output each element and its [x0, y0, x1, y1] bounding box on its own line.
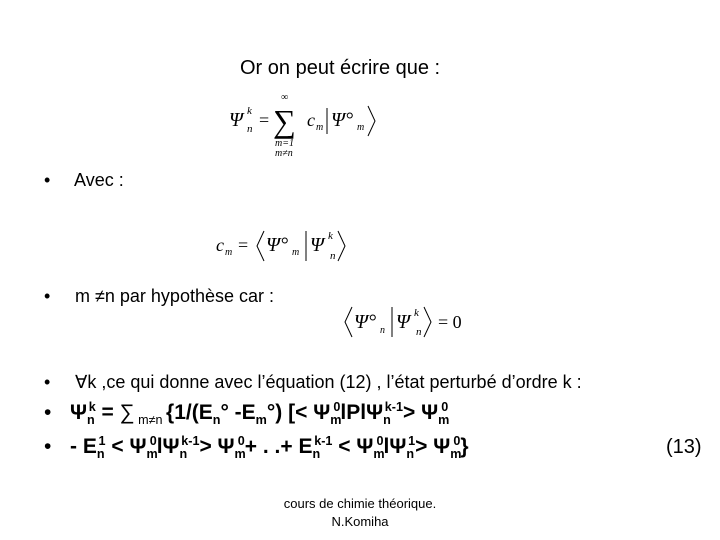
footer-course: cours de chimie théorique.	[283, 496, 437, 511]
footer-author: N.Komiha	[331, 514, 389, 529]
slide-footer	[250, 495, 470, 531]
formula-line-2: • - $E_n^1 < \Psi_m^0l\Psi_n^{k-1}> \Psi_m^0+$ . .+ $E_n^{k-1} < \Psi_m^0l\Psi_n^1> \Psi_m^0$}	[44, 434, 469, 462]
bullet-avec-text: Avec :	[74, 170, 124, 190]
eq1-sum-bottom2: m≠n	[275, 148, 293, 159]
eq1-sum-symbol: ∑	[273, 103, 296, 139]
eq1-sum-bottom1: m=1	[275, 138, 294, 149]
eq1-coef-sub: m	[316, 122, 324, 133]
eq1-coef: c	[307, 110, 315, 130]
equation-orthogonality	[342, 303, 502, 343]
bullet-dot: •	[44, 435, 52, 458]
eq2-ket-psi: Ψ	[310, 234, 325, 256]
eq2-bra-psi: Ψ°	[266, 234, 289, 256]
bullet-dot: •	[44, 286, 51, 306]
eq2-ket-sub: n	[330, 250, 336, 262]
formula-line-1: • $\Psi_n^k$ = ∑ $_{m\ne n}$ {$1/(E_n^\circ$ $-E_m^\circ$) [< $\Psi_m^0lPl\Psi_n^{k-1}> \Psi_m^0$	[44, 400, 450, 428]
eq2-bra-sub: m	[292, 247, 300, 258]
eq1-ket-psi: Ψ°	[331, 109, 354, 131]
eq3-ket-psi: Ψ	[396, 311, 411, 333]
eq1-sum-top: ∞	[281, 92, 289, 103]
eq1-lhs-psi: Ψ	[229, 109, 244, 131]
bullet-dot: •	[44, 372, 51, 392]
bullet-forall-text: ∀k ,ce qui donne avec l’équation (12) , l’état perturbé d’ordre k :	[75, 372, 582, 392]
equation-number: (13)	[666, 436, 702, 458]
eq3-equals: = 0	[438, 312, 462, 332]
bullet-dot: •	[44, 170, 51, 190]
eq3-bra-psi: Ψ°	[354, 311, 377, 333]
eq1-lhs-sub: n	[247, 123, 253, 135]
equation-coefficient	[212, 225, 372, 265]
eq2-equals: =	[238, 235, 249, 255]
eq1-equals: =	[259, 110, 270, 130]
bullet-hypothese-text: m ≠n par hypothèse car :	[75, 286, 274, 306]
bullet-dot: •	[44, 401, 52, 424]
equation-expansion	[225, 90, 385, 160]
eq3-ket-sup: k	[414, 307, 419, 319]
eq3-bra-sub: n	[380, 325, 385, 336]
eq1-lhs-sup: k	[247, 105, 252, 117]
eq2-coef-sub: m	[225, 247, 233, 258]
eq1-ket-sub: m	[357, 122, 365, 133]
eq2-coef: c	[216, 235, 224, 255]
eq2-ket-sup: k	[328, 230, 333, 242]
slide-title: Or on peut écrire que :	[240, 57, 441, 79]
eq3-ket-sub: n	[416, 326, 422, 338]
